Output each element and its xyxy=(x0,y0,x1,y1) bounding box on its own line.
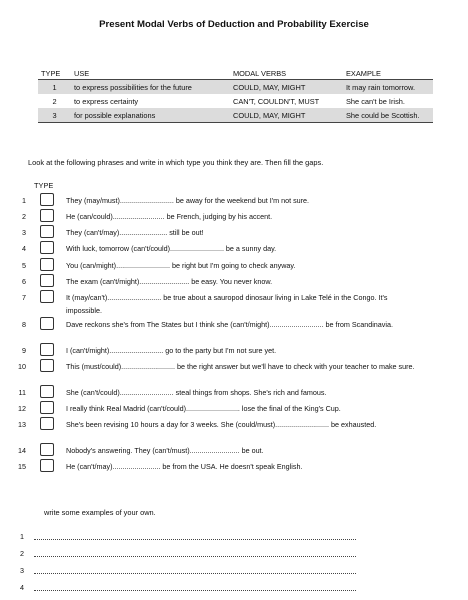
reference-table xyxy=(38,67,433,123)
row-type: 1 xyxy=(38,80,71,95)
instructions: Look at the following phrases and write in which type you think they are. Then fill the gaps. xyxy=(28,158,324,167)
type-answer-box[interactable] xyxy=(40,193,54,206)
exercise-text: You (can/might)........................... be right but I'm going to check anyway. xyxy=(66,261,296,270)
reference-table-header xyxy=(38,67,433,80)
exercise-text: They (can't/may)........................ still be out! xyxy=(66,228,204,237)
header-type: TYPE xyxy=(38,67,71,80)
exercise-text: I really think Real Madrid (can't/could)........................... lose the final of the King's Cup. xyxy=(66,404,341,413)
exercise-number: 15 xyxy=(18,462,26,471)
exercise-text: Nobody's answering. They (can't/must)......................... be out. xyxy=(66,446,264,455)
exercise-number: 4 xyxy=(22,244,26,253)
type-answer-box[interactable] xyxy=(40,209,54,222)
exercise-text: She (can't/could)........................... steal things from shops. She's rich and famous. xyxy=(66,388,327,397)
exercise-number: 6 xyxy=(22,277,26,286)
exercise-text: Dave reckons she's from The States but I think she (can't/might)........................... be from Scandinavia. xyxy=(66,320,393,329)
type-answer-box[interactable] xyxy=(40,459,54,472)
exercise-text: I (can't/might)........................... go to the party but I'm not sure yet. xyxy=(66,346,277,355)
own-example-number: 3 xyxy=(20,566,24,575)
exercise-text: She's been revising 10 hours a day for 3 weeks. She (could/must)........................... be exhausted. xyxy=(66,420,377,429)
row-example: She could be Scottish. xyxy=(343,108,433,123)
own-example-number: 4 xyxy=(20,583,24,592)
exercise-number: 7 xyxy=(22,293,26,302)
exercise-number: 13 xyxy=(18,420,26,429)
own-example-number: 1 xyxy=(20,532,24,541)
exercise-number: 9 xyxy=(22,346,26,355)
exercise-number: 8 xyxy=(22,320,26,329)
type-answer-box[interactable] xyxy=(40,343,54,356)
row-type: 2 xyxy=(52,96,57,106)
type-answer-box[interactable] xyxy=(40,385,54,398)
row-example: It may rain tomorrow. xyxy=(343,80,433,95)
exercise-text: It (may/can't)........................... be true about a sauropod dinosaur living in Lake Telé in the Congo. It's impossible. xyxy=(66,293,388,315)
type-answer-box[interactable] xyxy=(40,225,54,238)
type-answer-box[interactable] xyxy=(40,274,54,287)
exercise-text: He (can't/may)........................ be from the USA. He doesn't speak English. xyxy=(66,462,303,471)
exercise-number: 2 xyxy=(22,212,26,221)
exercise-number: 1 xyxy=(22,196,26,205)
row-use: to express possibilities for the future xyxy=(71,80,230,95)
exercise-text: This (must/could)........................... be the right answer but we'll have to check with your teacher to make sure. xyxy=(66,362,415,371)
answer-line[interactable] xyxy=(34,573,356,574)
exercise-number: 12 xyxy=(18,404,26,413)
exercise-number: 3 xyxy=(22,228,26,237)
own-example-number: 2 xyxy=(20,549,24,558)
exercise-text: He (can/could).......................... be French, judging by his accent. xyxy=(66,212,273,221)
header-use: USE xyxy=(71,67,230,80)
table-row xyxy=(38,80,433,95)
type-column-header: TYPE xyxy=(34,181,54,190)
header-example: EXAMPLE xyxy=(343,67,433,80)
row-modal: COULD, MAY, MIGHT xyxy=(230,108,343,123)
row-use: for possible explanations xyxy=(71,108,230,123)
row-modal: COULD, MAY, MIGHT xyxy=(230,80,343,95)
answer-line[interactable] xyxy=(34,539,356,540)
row-modal: CAN'T, COULDN'T, MUST xyxy=(233,96,320,106)
exercise-text: They (may/must)........................... be away for the weekend but I'm not sure. xyxy=(66,196,310,205)
header-modal-verbs: MODAL VERBS xyxy=(230,67,343,80)
row-use: to express certainty xyxy=(74,96,139,106)
exercise-number: 11 xyxy=(18,388,26,397)
row-type: 3 xyxy=(38,108,71,123)
type-answer-box[interactable] xyxy=(40,258,54,271)
answer-line[interactable] xyxy=(34,556,356,557)
table-row xyxy=(38,108,433,123)
exercise-text: The exam (can't/might)......................... be easy. You never know. xyxy=(66,277,273,286)
type-answer-box[interactable] xyxy=(40,290,54,303)
type-answer-box[interactable] xyxy=(40,241,54,254)
exercise-number: 14 xyxy=(18,446,26,455)
type-answer-box[interactable] xyxy=(40,359,54,372)
type-answer-box[interactable] xyxy=(40,401,54,414)
type-answer-box[interactable] xyxy=(40,317,54,330)
own-examples-label: write some examples of your own. xyxy=(44,508,156,517)
row-example: She can't be Irish. xyxy=(346,96,405,106)
exercise-number: 5 xyxy=(22,261,26,270)
table-row xyxy=(38,94,433,108)
type-answer-box[interactable] xyxy=(40,443,54,456)
answer-line[interactable] xyxy=(34,590,356,591)
exercise-text: With luck, tomorrow (can't/could)........................... be a sunny day. xyxy=(66,244,277,253)
type-answer-box[interactable] xyxy=(40,417,54,430)
exercise-number: 10 xyxy=(18,362,26,371)
page-title: Present Modal Verbs of Deduction and Probability Exercise xyxy=(99,19,369,30)
